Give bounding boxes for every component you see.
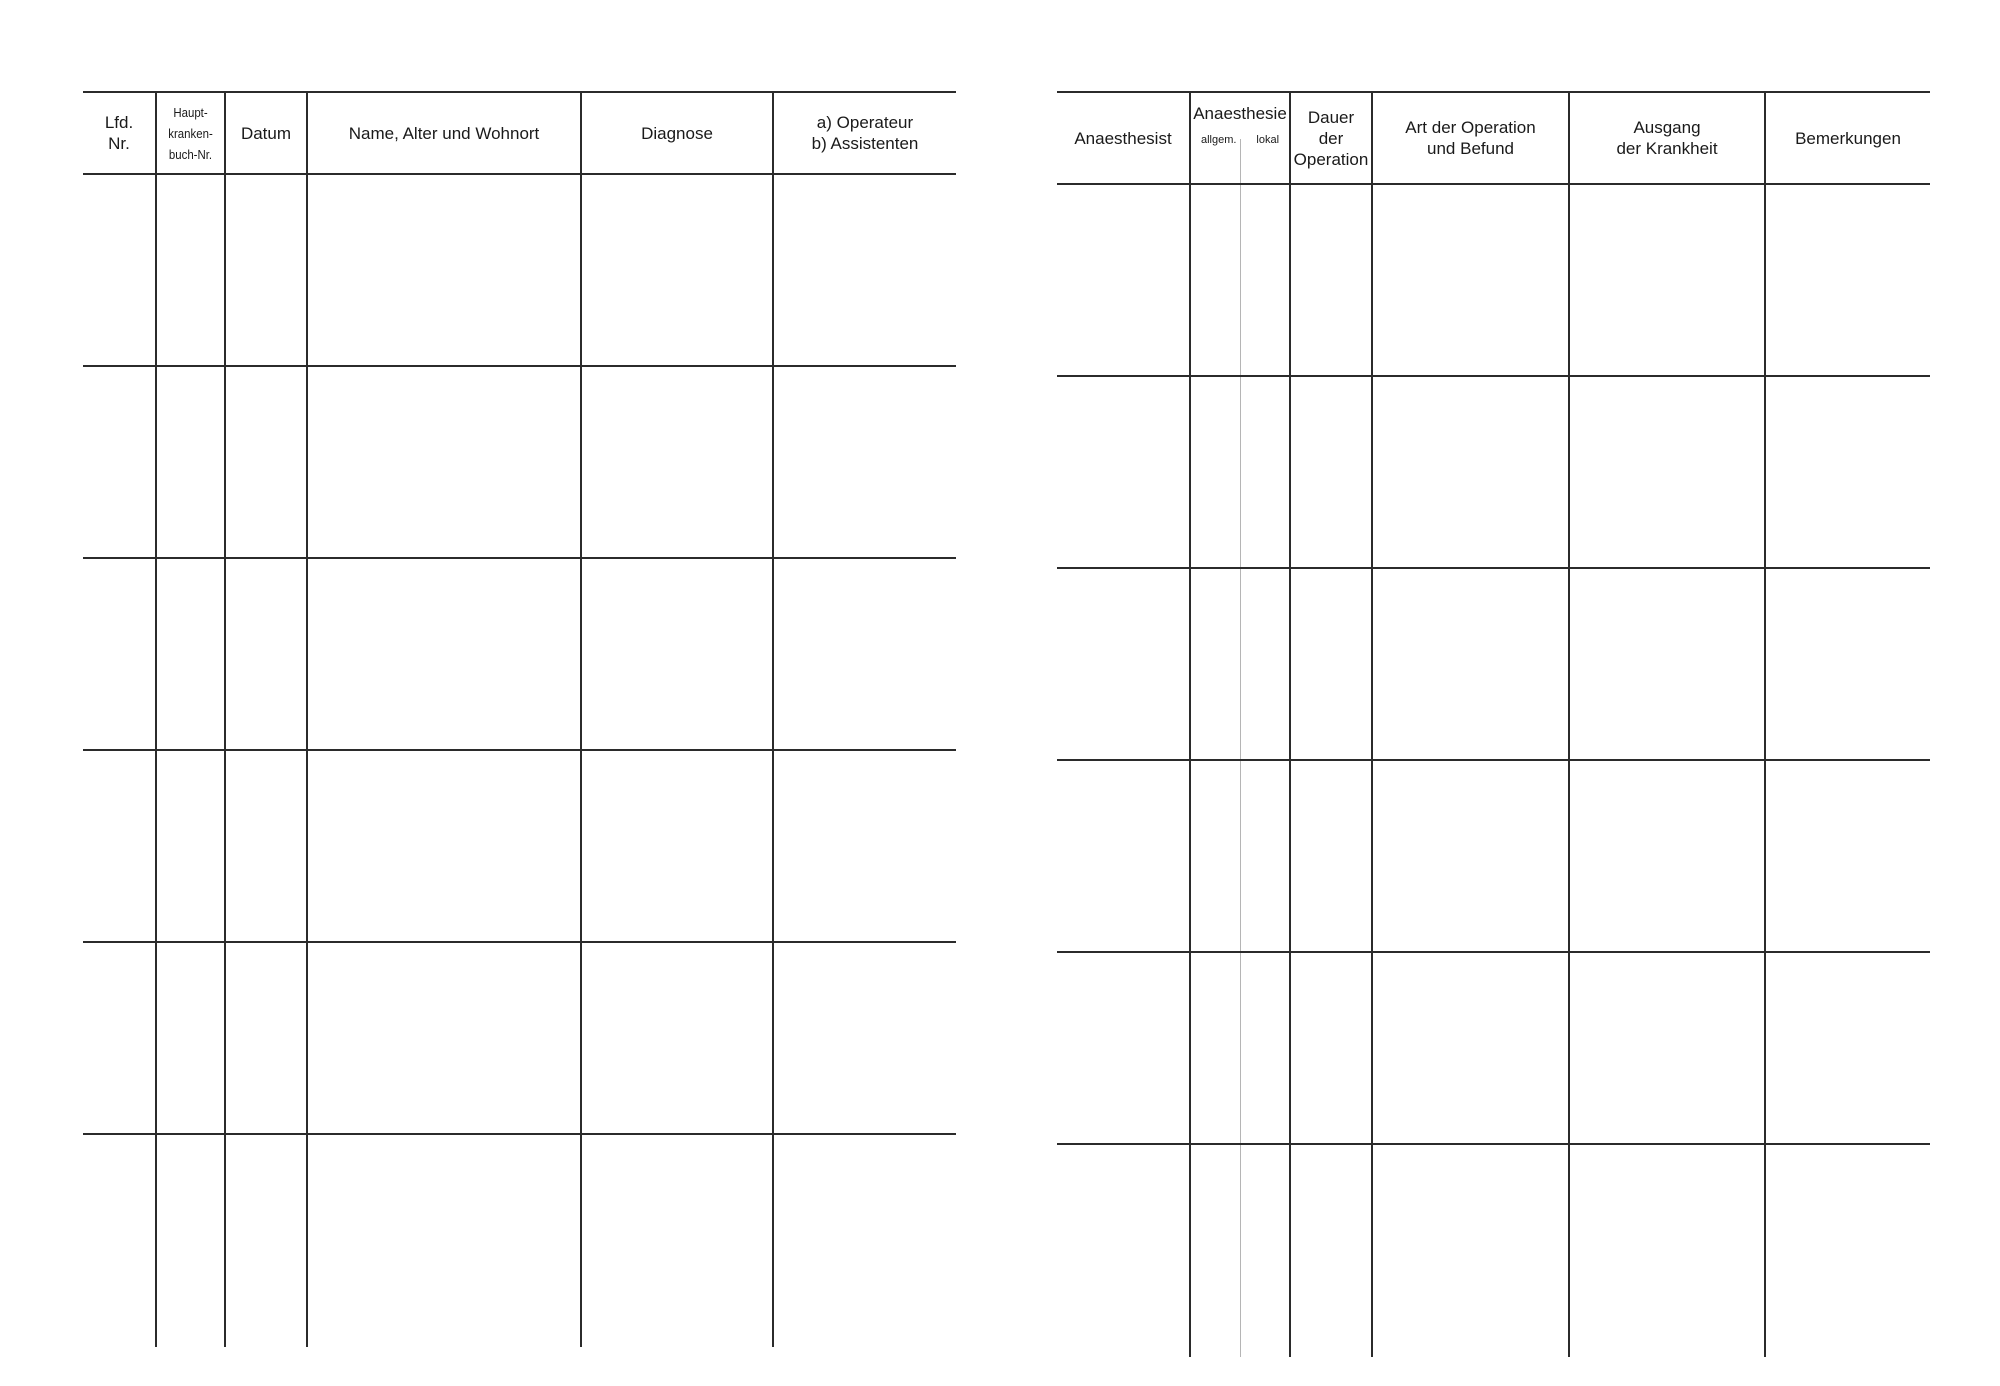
cell-hauptkrankenbuch-nr[interactable] — [156, 1134, 225, 1347]
cell-anaesthesie[interactable] — [1190, 184, 1290, 376]
cell-anaesthesist[interactable] — [1057, 184, 1190, 376]
col-header-ausgang: Ausgang der Krankheit — [1569, 92, 1765, 184]
col-header-datum: Datum — [225, 92, 307, 174]
col-header-dauer: Dauer der Operation — [1290, 92, 1372, 184]
header-row — [83, 92, 956, 174]
header-row — [1057, 92, 1930, 184]
col-header-anaesthesist: Anaesthesist — [1057, 92, 1190, 184]
cell-anaesthesist[interactable] — [1057, 760, 1190, 952]
cell-name[interactable] — [307, 942, 581, 1134]
col-header-bemerkungen: Bemerkungen — [1765, 92, 1930, 184]
cell-dauer[interactable] — [1290, 184, 1372, 376]
cell-ausgang[interactable] — [1569, 568, 1765, 760]
table-row — [83, 558, 956, 750]
cell-anaesthesie[interactable] — [1190, 1144, 1290, 1357]
cell-art-der-operation[interactable] — [1372, 760, 1569, 952]
cell-anaesthesist[interactable] — [1057, 568, 1190, 760]
cell-datum[interactable] — [225, 942, 307, 1134]
cell-anaesthesist[interactable] — [1057, 1144, 1190, 1357]
ledger-table-left — [83, 91, 956, 1347]
cell-diagnose[interactable] — [581, 366, 773, 558]
cell-art-der-operation[interactable] — [1372, 184, 1569, 376]
cell-dauer[interactable] — [1290, 568, 1372, 760]
cell-ausgang[interactable] — [1569, 184, 1765, 376]
col-header-lfd-nr: Lfd. Nr. — [83, 92, 156, 174]
cell-name[interactable] — [307, 174, 581, 366]
cell-bemerkungen[interactable] — [1765, 952, 1930, 1144]
cell-bemerkungen[interactable] — [1765, 184, 1930, 376]
cell-diagnose[interactable] — [581, 942, 773, 1134]
cell-name[interactable] — [307, 1134, 581, 1347]
cell-name[interactable] — [307, 558, 581, 750]
cell-operateur[interactable] — [773, 174, 956, 366]
anaesthesie-sub-labels — [1191, 130, 1289, 151]
cell-anaesthesie[interactable] — [1190, 760, 1290, 952]
table-row — [83, 174, 956, 366]
col-header-operateur: a) Operateur b) Assistenten — [773, 92, 956, 174]
cell-diagnose[interactable] — [581, 174, 773, 366]
ledger-table-right — [1057, 91, 1930, 1357]
col-header-art-der-operation: Art der Operation und Befund — [1372, 92, 1569, 184]
col-header-anaesthesie: Anaesthesie allgem. lokal — [1190, 92, 1290, 184]
cell-bemerkungen[interactable] — [1765, 568, 1930, 760]
table-row — [1057, 568, 1930, 760]
cell-anaesthesist[interactable] — [1057, 952, 1190, 1144]
cell-name[interactable] — [307, 750, 581, 942]
cell-lfd-nr[interactable] — [83, 1134, 156, 1347]
cell-diagnose[interactable] — [581, 750, 773, 942]
cell-hauptkrankenbuch-nr[interactable] — [156, 366, 225, 558]
cell-ausgang[interactable] — [1569, 952, 1765, 1144]
cell-dauer[interactable] — [1290, 760, 1372, 952]
cell-datum[interactable] — [225, 1134, 307, 1347]
cell-datum[interactable] — [225, 174, 307, 366]
table-row — [83, 942, 956, 1134]
cell-anaesthesie[interactable] — [1190, 568, 1290, 760]
cell-ausgang[interactable] — [1569, 1144, 1765, 1357]
col-header-name: Name, Alter und Wohnort — [307, 92, 581, 174]
cell-bemerkungen[interactable] — [1765, 1144, 1930, 1357]
cell-lfd-nr[interactable] — [83, 174, 156, 366]
table-row — [1057, 760, 1930, 952]
cell-operateur[interactable] — [773, 1134, 956, 1347]
cell-datum[interactable] — [225, 366, 307, 558]
table-row — [1057, 952, 1930, 1144]
cell-art-der-operation[interactable] — [1372, 376, 1569, 568]
cell-anaesthesist[interactable] — [1057, 376, 1190, 568]
cell-diagnose[interactable] — [581, 1134, 773, 1347]
col-header-hauptkrankenbuch-nr: Haupt- kranken- buch-Nr. — [160, 92, 221, 174]
cell-operateur[interactable] — [773, 750, 956, 942]
table-row — [1057, 1144, 1930, 1357]
cell-hauptkrankenbuch-nr[interactable] — [156, 558, 225, 750]
cell-operateur[interactable] — [773, 942, 956, 1134]
table-row — [83, 1134, 956, 1347]
sub-header-lokal: lokal — [1256, 134, 1280, 146]
cell-bemerkungen[interactable] — [1765, 376, 1930, 568]
table-row — [83, 366, 956, 558]
cell-lfd-nr[interactable] — [83, 942, 156, 1134]
cell-lfd-nr[interactable] — [83, 366, 156, 558]
cell-art-der-operation[interactable] — [1372, 568, 1569, 760]
cell-art-der-operation[interactable] — [1372, 1144, 1569, 1357]
cell-dauer[interactable] — [1290, 1144, 1372, 1357]
cell-lfd-nr[interactable] — [83, 750, 156, 942]
cell-diagnose[interactable] — [581, 558, 773, 750]
cell-lfd-nr[interactable] — [83, 558, 156, 750]
cell-operateur[interactable] — [773, 558, 956, 750]
cell-dauer[interactable] — [1290, 952, 1372, 1144]
cell-datum[interactable] — [225, 558, 307, 750]
col-header-diagnose: Diagnose — [581, 92, 773, 174]
cell-ausgang[interactable] — [1569, 376, 1765, 568]
cell-anaesthesie[interactable] — [1190, 952, 1290, 1144]
cell-anaesthesie[interactable] — [1190, 376, 1290, 568]
cell-art-der-operation[interactable] — [1372, 952, 1569, 1144]
cell-hauptkrankenbuch-nr[interactable] — [156, 750, 225, 942]
table-row — [1057, 376, 1930, 568]
cell-hauptkrankenbuch-nr[interactable] — [156, 174, 225, 366]
table-row — [83, 750, 956, 942]
cell-ausgang[interactable] — [1569, 760, 1765, 952]
cell-dauer[interactable] — [1290, 376, 1372, 568]
sub-header-allgem: allgem. — [1200, 134, 1237, 146]
cell-name[interactable] — [307, 366, 581, 558]
cell-hauptkrankenbuch-nr[interactable] — [156, 942, 225, 1134]
table-row — [1057, 184, 1930, 376]
cell-datum[interactable] — [225, 750, 307, 942]
cell-bemerkungen[interactable] — [1765, 760, 1930, 952]
cell-operateur[interactable] — [773, 366, 956, 558]
